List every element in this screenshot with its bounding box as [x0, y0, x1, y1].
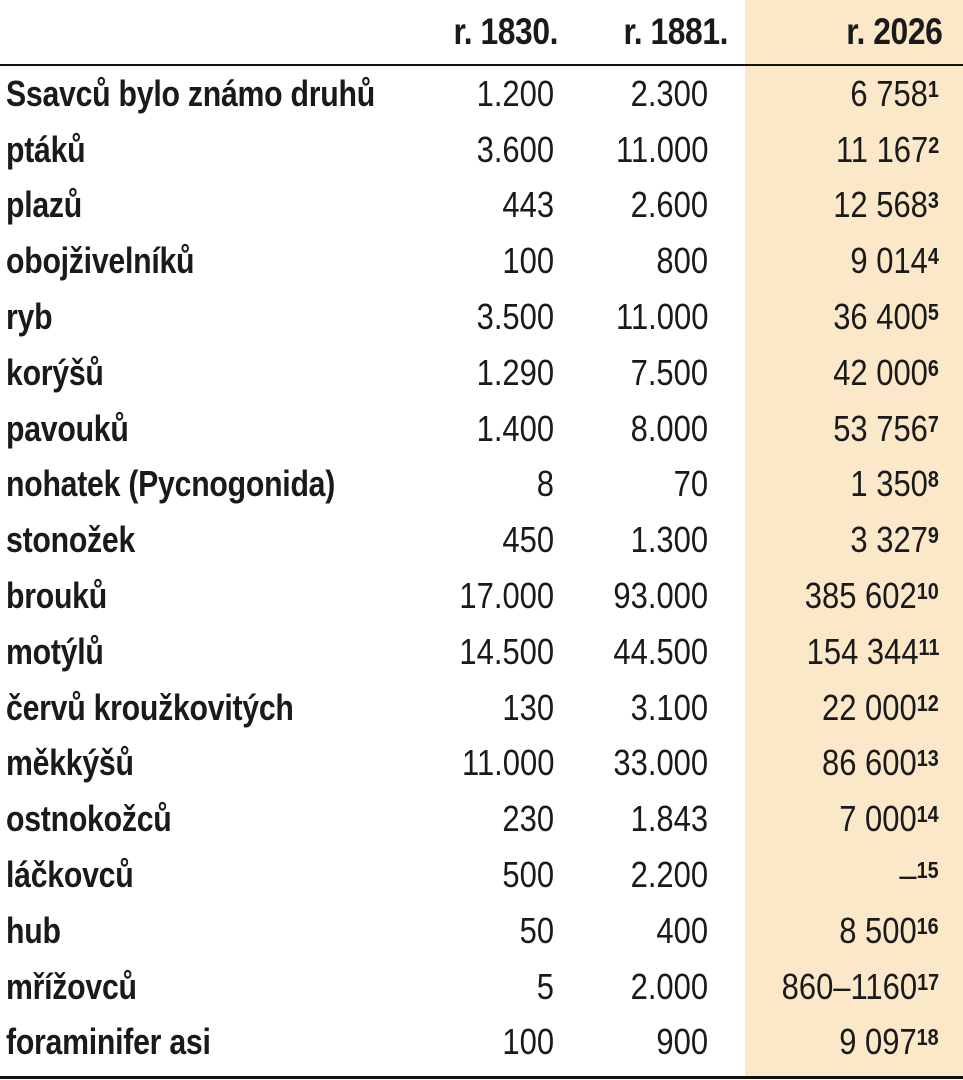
- value-2026: 9 014: [850, 240, 928, 282]
- value-1830: 1.400: [476, 407, 554, 449]
- value-1881: 2.000: [630, 965, 708, 1007]
- value-2026-cell: [728, 624, 963, 680]
- value-1830: 17.000: [459, 575, 554, 617]
- value-1881: 8.000: [630, 407, 708, 449]
- value-1830-cell: [410, 122, 558, 178]
- value-1881-cell: [558, 345, 728, 401]
- footnote-marker: 16: [916, 912, 939, 939]
- value-2026: 860–1160: [781, 965, 917, 1007]
- value-2026-cell: [728, 178, 963, 234]
- value-2026-group: [782, 966, 939, 1008]
- value-1830-cell: [410, 457, 558, 513]
- row-label: obojživelníků: [6, 240, 195, 282]
- value-2026-cell: [728, 680, 963, 736]
- value-1881: 1.300: [630, 519, 708, 561]
- value-2026: 3 327: [850, 519, 928, 561]
- footnote-marker: 7: [927, 410, 939, 437]
- value-1881-cell: [558, 736, 728, 792]
- table-row: [0, 903, 963, 959]
- value-2026-cell: [728, 736, 963, 792]
- value-2026-group: [806, 631, 939, 673]
- value-1881-cell: [558, 791, 728, 847]
- footnote-marker: 6: [927, 354, 939, 381]
- footnote-marker: 2: [927, 131, 939, 158]
- value-1881: 33.000: [613, 742, 708, 784]
- table-row: [0, 1015, 963, 1071]
- footnote-marker: 9: [927, 522, 939, 549]
- row-label-cell: [0, 736, 410, 792]
- value-1830: 100: [502, 240, 554, 282]
- value-2026-group: [833, 296, 939, 338]
- value-1881-cell: [558, 122, 728, 178]
- value-1881-cell: [558, 624, 728, 680]
- row-label: nohatek (Pycnogonida): [6, 463, 336, 505]
- table-row: [0, 624, 963, 680]
- value-2026-group: [840, 910, 939, 952]
- footnote-marker: 15: [916, 857, 939, 884]
- table-row: [0, 680, 963, 736]
- value-2026-group: [851, 73, 939, 115]
- value-1830-cell: [410, 680, 558, 736]
- value-2026-group: [836, 129, 939, 171]
- value-1830-cell: [410, 624, 558, 680]
- table-row: [0, 512, 963, 568]
- value-1830-cell: [410, 65, 558, 122]
- value-2026-group: [900, 854, 939, 896]
- footnote-marker: 4: [927, 243, 939, 270]
- row-label: láčkovců: [6, 854, 134, 896]
- row-label-cell: [0, 847, 410, 903]
- row-label: brouků: [6, 575, 107, 617]
- value-2026-group: [805, 575, 939, 617]
- value-1830-cell: [410, 233, 558, 289]
- value-2026-group: [833, 184, 939, 226]
- value-1881: 2.600: [630, 184, 708, 226]
- footnote-marker: 5: [927, 299, 939, 326]
- table-row: [0, 289, 963, 345]
- value-1881: 11.000: [615, 128, 708, 170]
- row-label-cell: [0, 233, 410, 289]
- table-row: [0, 847, 963, 903]
- row-label-cell: [0, 401, 410, 457]
- table-row: [0, 122, 963, 178]
- value-1881-cell: [558, 65, 728, 122]
- footnote-marker: 13: [916, 745, 939, 772]
- value-1830-cell: [410, 568, 558, 624]
- value-1881: 93.000: [613, 575, 708, 617]
- value-2026-group: [822, 742, 939, 784]
- value-2026: –: [899, 854, 917, 896]
- value-1830: 14.500: [459, 630, 554, 672]
- row-label: měkkýšů: [6, 742, 134, 784]
- footnote-marker: 14: [916, 801, 939, 828]
- row-label-cell: [0, 1015, 410, 1071]
- value-2026-group: [822, 687, 939, 729]
- row-label: motýlů: [6, 630, 104, 672]
- value-2026: 1 350: [850, 463, 928, 505]
- row-label: Ssavců bylo známo druhů: [6, 72, 375, 114]
- row-label: pavouků: [6, 407, 129, 449]
- row-label-cell: [0, 568, 410, 624]
- row-label: mřížovců: [6, 965, 137, 1007]
- value-2026: 42 000: [833, 351, 928, 393]
- value-1830: 1.200: [476, 72, 554, 114]
- value-2026: 86 600: [822, 742, 917, 784]
- value-1881-cell: [558, 903, 728, 959]
- value-2026-group: [851, 463, 939, 505]
- row-label: ryb: [6, 296, 53, 338]
- value-1830-cell: [410, 736, 558, 792]
- value-2026: 36 400: [833, 296, 928, 338]
- table-header-row: [0, 0, 963, 65]
- row-label-cell: [0, 791, 410, 847]
- value-2026-cell: [728, 65, 963, 122]
- value-1830: 5: [536, 965, 554, 1007]
- value-1881-cell: [558, 1015, 728, 1071]
- value-1881: 2.200: [630, 854, 708, 896]
- table-row: [0, 568, 963, 624]
- table-row: [0, 791, 963, 847]
- value-1881-cell: [558, 680, 728, 736]
- value-1881-cell: [558, 568, 728, 624]
- footnote-marker: 17: [916, 968, 939, 995]
- bottom-rule: [0, 1076, 963, 1079]
- value-2026-group: [833, 408, 939, 450]
- value-1881: 900: [656, 1021, 708, 1063]
- value-1830: 50: [519, 909, 554, 951]
- value-1830: 230: [502, 798, 554, 840]
- footnote-marker: 1: [927, 75, 939, 102]
- table-row: [0, 345, 963, 401]
- value-2026: 154 344: [806, 630, 919, 672]
- value-1830-cell: [410, 959, 558, 1015]
- footnote-marker: 11: [918, 633, 939, 660]
- row-label: červů kroužkovitých: [6, 686, 294, 728]
- value-1881: 800: [656, 240, 708, 282]
- table-row: [0, 959, 963, 1015]
- value-2026: 385 602: [805, 575, 917, 617]
- footnote-marker: 12: [916, 689, 939, 716]
- footnote-marker: 10: [916, 578, 939, 605]
- value-2026: 6 758: [850, 72, 928, 114]
- value-2026: 53 756: [833, 407, 928, 449]
- value-1881: 44.500: [613, 630, 708, 672]
- value-1881-cell: [558, 512, 728, 568]
- value-2026-cell: [728, 233, 963, 289]
- value-1881-cell: [558, 233, 728, 289]
- value-2026-group: [851, 519, 939, 561]
- table-row: [0, 65, 963, 122]
- footnote-marker: 8: [927, 466, 939, 493]
- value-2026-cell: [728, 847, 963, 903]
- value-2026-cell: [728, 959, 963, 1015]
- value-2026: 9 097: [839, 1021, 917, 1063]
- value-1881-cell: [558, 178, 728, 234]
- value-1881: 3.100: [630, 686, 708, 728]
- value-1830: 1.290: [476, 351, 554, 393]
- value-1830-cell: [410, 847, 558, 903]
- value-2026: 22 000: [822, 686, 917, 728]
- value-1881: 1.843: [630, 798, 708, 840]
- table-row: [0, 457, 963, 513]
- row-label: ptáků: [6, 128, 86, 170]
- table-row: [0, 736, 963, 792]
- value-2026: 11 167: [835, 128, 928, 170]
- value-2026-group: [840, 798, 939, 840]
- header-label-cell: [57, 0, 410, 65]
- value-1830-cell: [410, 1015, 558, 1071]
- value-2026-cell: [728, 791, 963, 847]
- header-year-1881: r. 1881.: [582, 0, 728, 65]
- value-2026-group: [833, 352, 939, 394]
- value-2026-cell: [728, 345, 963, 401]
- value-1830: 443: [502, 184, 554, 226]
- value-1830: 8: [536, 463, 554, 505]
- value-2026: 12 568: [833, 184, 928, 226]
- value-2026-cell: [728, 512, 963, 568]
- row-label-cell: [0, 457, 410, 513]
- value-1881-cell: [558, 847, 728, 903]
- value-2026-group: [851, 240, 939, 282]
- table-row: [0, 178, 963, 234]
- row-label-cell: [0, 122, 410, 178]
- row-label: foraminifer asi: [6, 1021, 211, 1063]
- row-label-cell: [0, 345, 410, 401]
- value-1881-cell: [558, 457, 728, 513]
- row-label: korýšů: [6, 351, 104, 393]
- footnote-marker: 18: [916, 1024, 939, 1051]
- value-1881: 70: [673, 463, 708, 505]
- value-1881: 2.300: [630, 72, 708, 114]
- value-1881: 7.500: [630, 351, 708, 393]
- value-2026-group: [840, 1021, 939, 1063]
- value-2026-cell: [728, 457, 963, 513]
- row-label: stonožek: [6, 519, 136, 561]
- value-1830-cell: [410, 791, 558, 847]
- row-label-cell: [0, 959, 410, 1015]
- value-2026-cell: [728, 903, 963, 959]
- row-label-cell: [0, 178, 410, 234]
- value-1830: 3.500: [476, 296, 554, 338]
- value-1830: 130: [502, 686, 554, 728]
- row-label-cell: [0, 65, 410, 122]
- row-label-cell: [0, 680, 410, 736]
- value-2026: 7 000: [839, 798, 917, 840]
- value-1881: 11.000: [615, 296, 708, 338]
- row-label-cell: [0, 512, 410, 568]
- value-1830-cell: [410, 345, 558, 401]
- value-1830-cell: [410, 903, 558, 959]
- row-label-cell: [0, 903, 410, 959]
- value-2026-cell: [728, 1015, 963, 1071]
- header-year-2026: r. 2026: [761, 0, 963, 65]
- table-row: [0, 233, 963, 289]
- row-label: hub: [6, 909, 61, 951]
- row-label-cell: [0, 624, 410, 680]
- footnote-marker: 3: [927, 187, 939, 214]
- value-1830-cell: [410, 178, 558, 234]
- value-1830-cell: [410, 512, 558, 568]
- value-1830: 3.600: [476, 128, 554, 170]
- value-2026: 8 500: [839, 909, 917, 951]
- value-2026-cell: [728, 401, 963, 457]
- value-1830: 500: [502, 854, 554, 896]
- value-1830-cell: [410, 401, 558, 457]
- value-2026-cell: [728, 122, 963, 178]
- value-1830: 100: [502, 1021, 554, 1063]
- value-1881-cell: [558, 401, 728, 457]
- table-body: [0, 65, 963, 1070]
- value-1881-cell: [558, 289, 728, 345]
- value-1830: 450: [502, 519, 554, 561]
- value-1830: 11.000: [461, 742, 554, 784]
- value-1881-cell: [558, 959, 728, 1015]
- row-label: ostnokožců: [6, 798, 172, 840]
- value-1881: 400: [656, 909, 708, 951]
- value-2026-cell: [728, 289, 963, 345]
- value-2026-cell: [728, 568, 963, 624]
- row-label-cell: [0, 289, 410, 345]
- table-row: [0, 401, 963, 457]
- row-label: plazů: [6, 184, 83, 226]
- header-year-1830: r. 1830.: [431, 0, 558, 65]
- value-1830-cell: [410, 289, 558, 345]
